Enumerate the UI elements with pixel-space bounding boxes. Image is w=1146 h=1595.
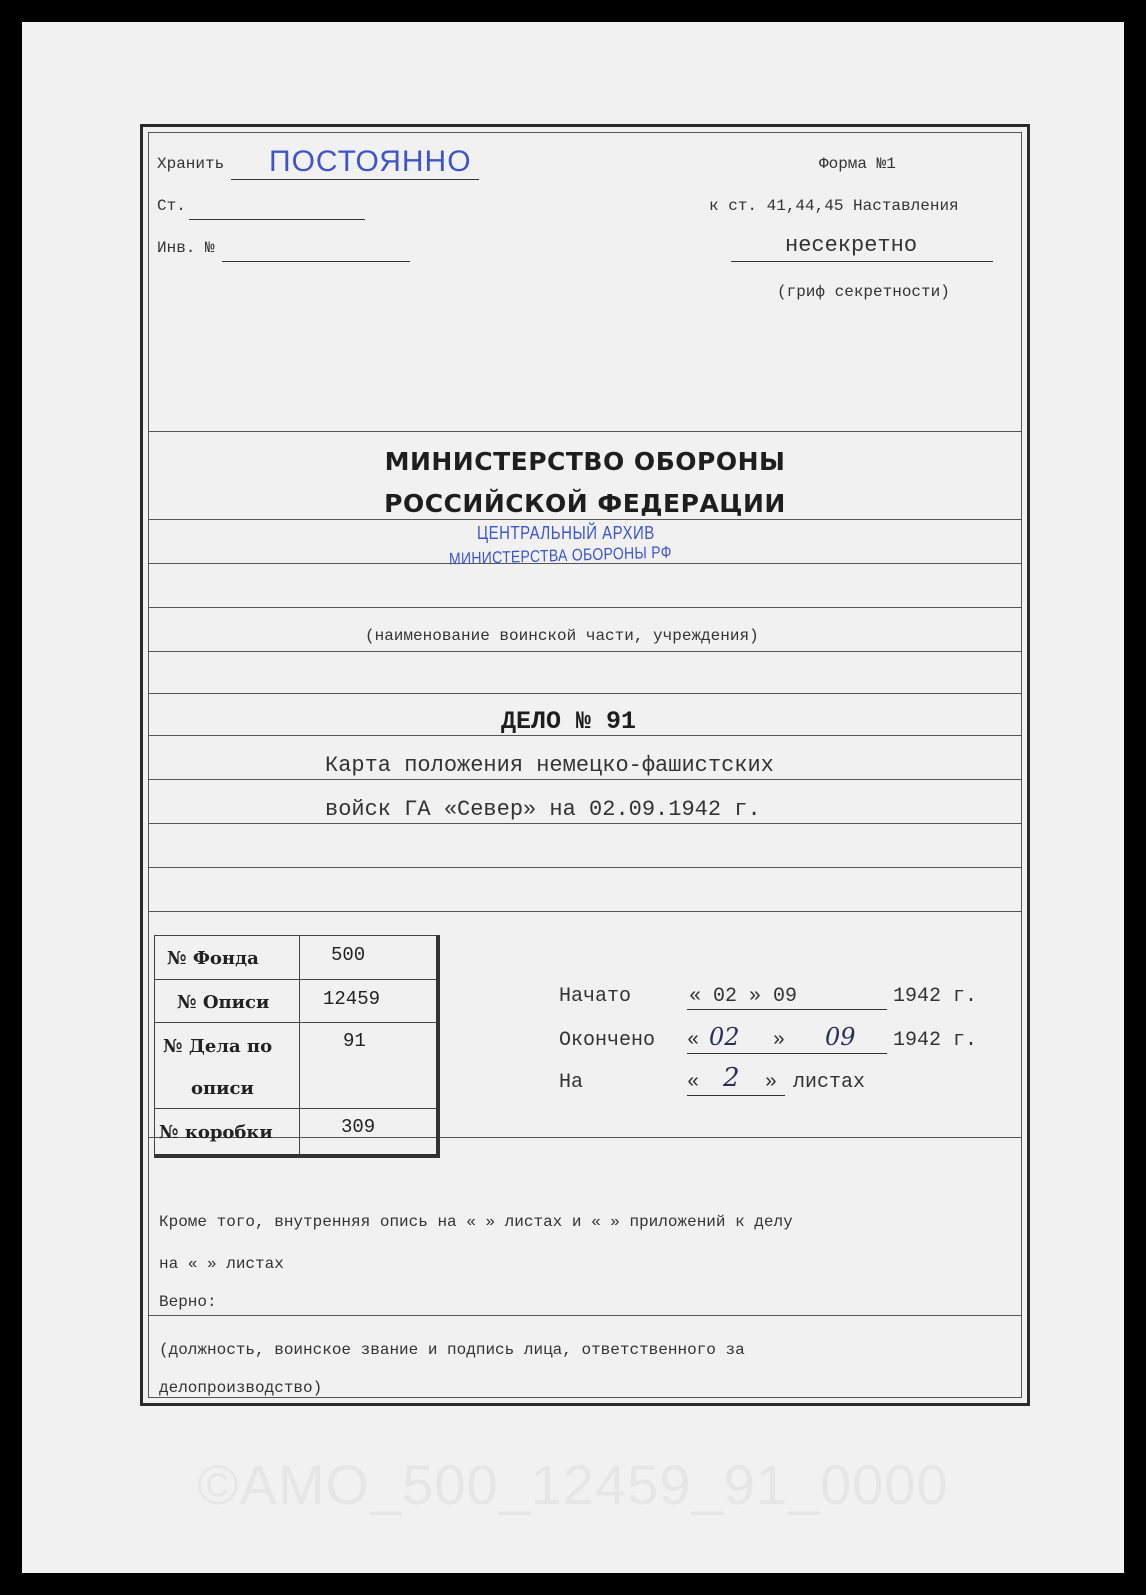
table-row-label: № коробки [159, 1122, 273, 1143]
ended-day: 02 [709, 1023, 740, 1051]
started-year: 1942 г. [893, 985, 978, 1008]
sheets-label: листах [793, 1071, 866, 1094]
ministry-line-1: МИНИСТЕРСТВО ОБОРОНЫ [384, 447, 786, 476]
keep-stamp: ПОСТОЯННО [269, 145, 472, 178]
rule-line [149, 607, 1021, 608]
table-row-label: № Фонда [167, 948, 259, 969]
case-description-line-2: войск ГА «Север» на 02.09.1942 г. [325, 797, 761, 822]
ended-open-quote: « [687, 1029, 700, 1052]
case-title: ДЕЛО № 91 [501, 707, 637, 736]
inv-underline [222, 261, 410, 262]
case-description-line-1: Карта положения немецко-фашистских [325, 753, 774, 778]
table-row-line [155, 1022, 436, 1023]
secrecy-value: несекретно [785, 233, 918, 258]
rule-line [149, 1315, 1021, 1316]
table-row-line [155, 979, 436, 980]
verified-label: Верно: [159, 1293, 217, 1311]
rule-line [149, 823, 1021, 824]
table-row-label: № Дела по [163, 1036, 273, 1057]
regulation-reference: к ст. 41,44,45 Наставления [709, 197, 959, 215]
position-caption-line-2: делопроизводство) [159, 1379, 323, 1397]
rule-line [149, 519, 1021, 520]
sheets-count: 2 [723, 1063, 740, 1093]
table-row-value: 12459 [323, 988, 381, 1010]
table-divider [299, 936, 300, 1154]
form-label: Форма №1 [819, 155, 896, 173]
started-value: « 02 » 09 [689, 985, 798, 1008]
ended-month: 09 [825, 1023, 856, 1051]
table-row-value: 91 [343, 1030, 366, 1052]
started-label: Начато [559, 985, 632, 1008]
table-row-label: описи [191, 1078, 254, 1099]
rule-line [149, 867, 1021, 868]
on-label: На [559, 1071, 584, 1094]
table-row-line [155, 1108, 436, 1109]
archive-reference-table [154, 935, 440, 1158]
case-cover-frame [140, 124, 1030, 1406]
archive-stamp-line-2: МИНИСТЕРСТВА ОБОРОНЫ РФ [448, 541, 672, 569]
ended-underline [687, 1053, 887, 1054]
table-row-label: № Описи [177, 992, 270, 1013]
keep-underline [231, 179, 479, 180]
rule-line [149, 779, 1021, 780]
sheets-open-quote: « [687, 1071, 700, 1094]
ended-close-quote: » [773, 1029, 786, 1052]
internal-inventory-line: Кроме того, внутренняя опись на « » листах и « » приложений к делу [159, 1213, 793, 1231]
ministry-line-2: РОССИЙСКОЙ ФЕДЕРАЦИИ [384, 489, 786, 518]
sheets-close-quote: » [765, 1071, 778, 1094]
st-underline [189, 219, 365, 220]
rule-line [149, 651, 1021, 652]
keep-label: Хранить [157, 155, 225, 173]
inv-label: Инв. № [157, 239, 215, 257]
rule-line [149, 911, 1021, 912]
position-caption-line-1: (должность, воинское звание и подпись лица, ответственного за [159, 1341, 745, 1359]
on-sheets-line: на « » листах [159, 1255, 284, 1273]
archive-watermark: ©АМО_500_12459_91_0000 [197, 1453, 949, 1516]
secrecy-caption: (гриф секретности) [777, 283, 950, 301]
unit-caption: (наименование воинской части, учреждения) [365, 627, 759, 645]
rule-line [149, 693, 1021, 694]
st-label: Ст. [157, 197, 186, 215]
case-cover-inner [148, 132, 1022, 1398]
started-underline [687, 1009, 887, 1010]
rule-line [149, 431, 1021, 432]
secrecy-underline [731, 261, 993, 262]
table-row-value: 500 [331, 944, 366, 966]
document-page [22, 22, 1124, 1573]
ended-label: Окончено [559, 1029, 656, 1052]
sheets-underline [687, 1095, 785, 1096]
ended-year: 1942 г. [893, 1029, 978, 1052]
archive-stamp-line-1: ЦЕНТРАЛЬНЫЙ АРХИВ [477, 522, 655, 545]
table-row-value: 309 [341, 1116, 376, 1138]
